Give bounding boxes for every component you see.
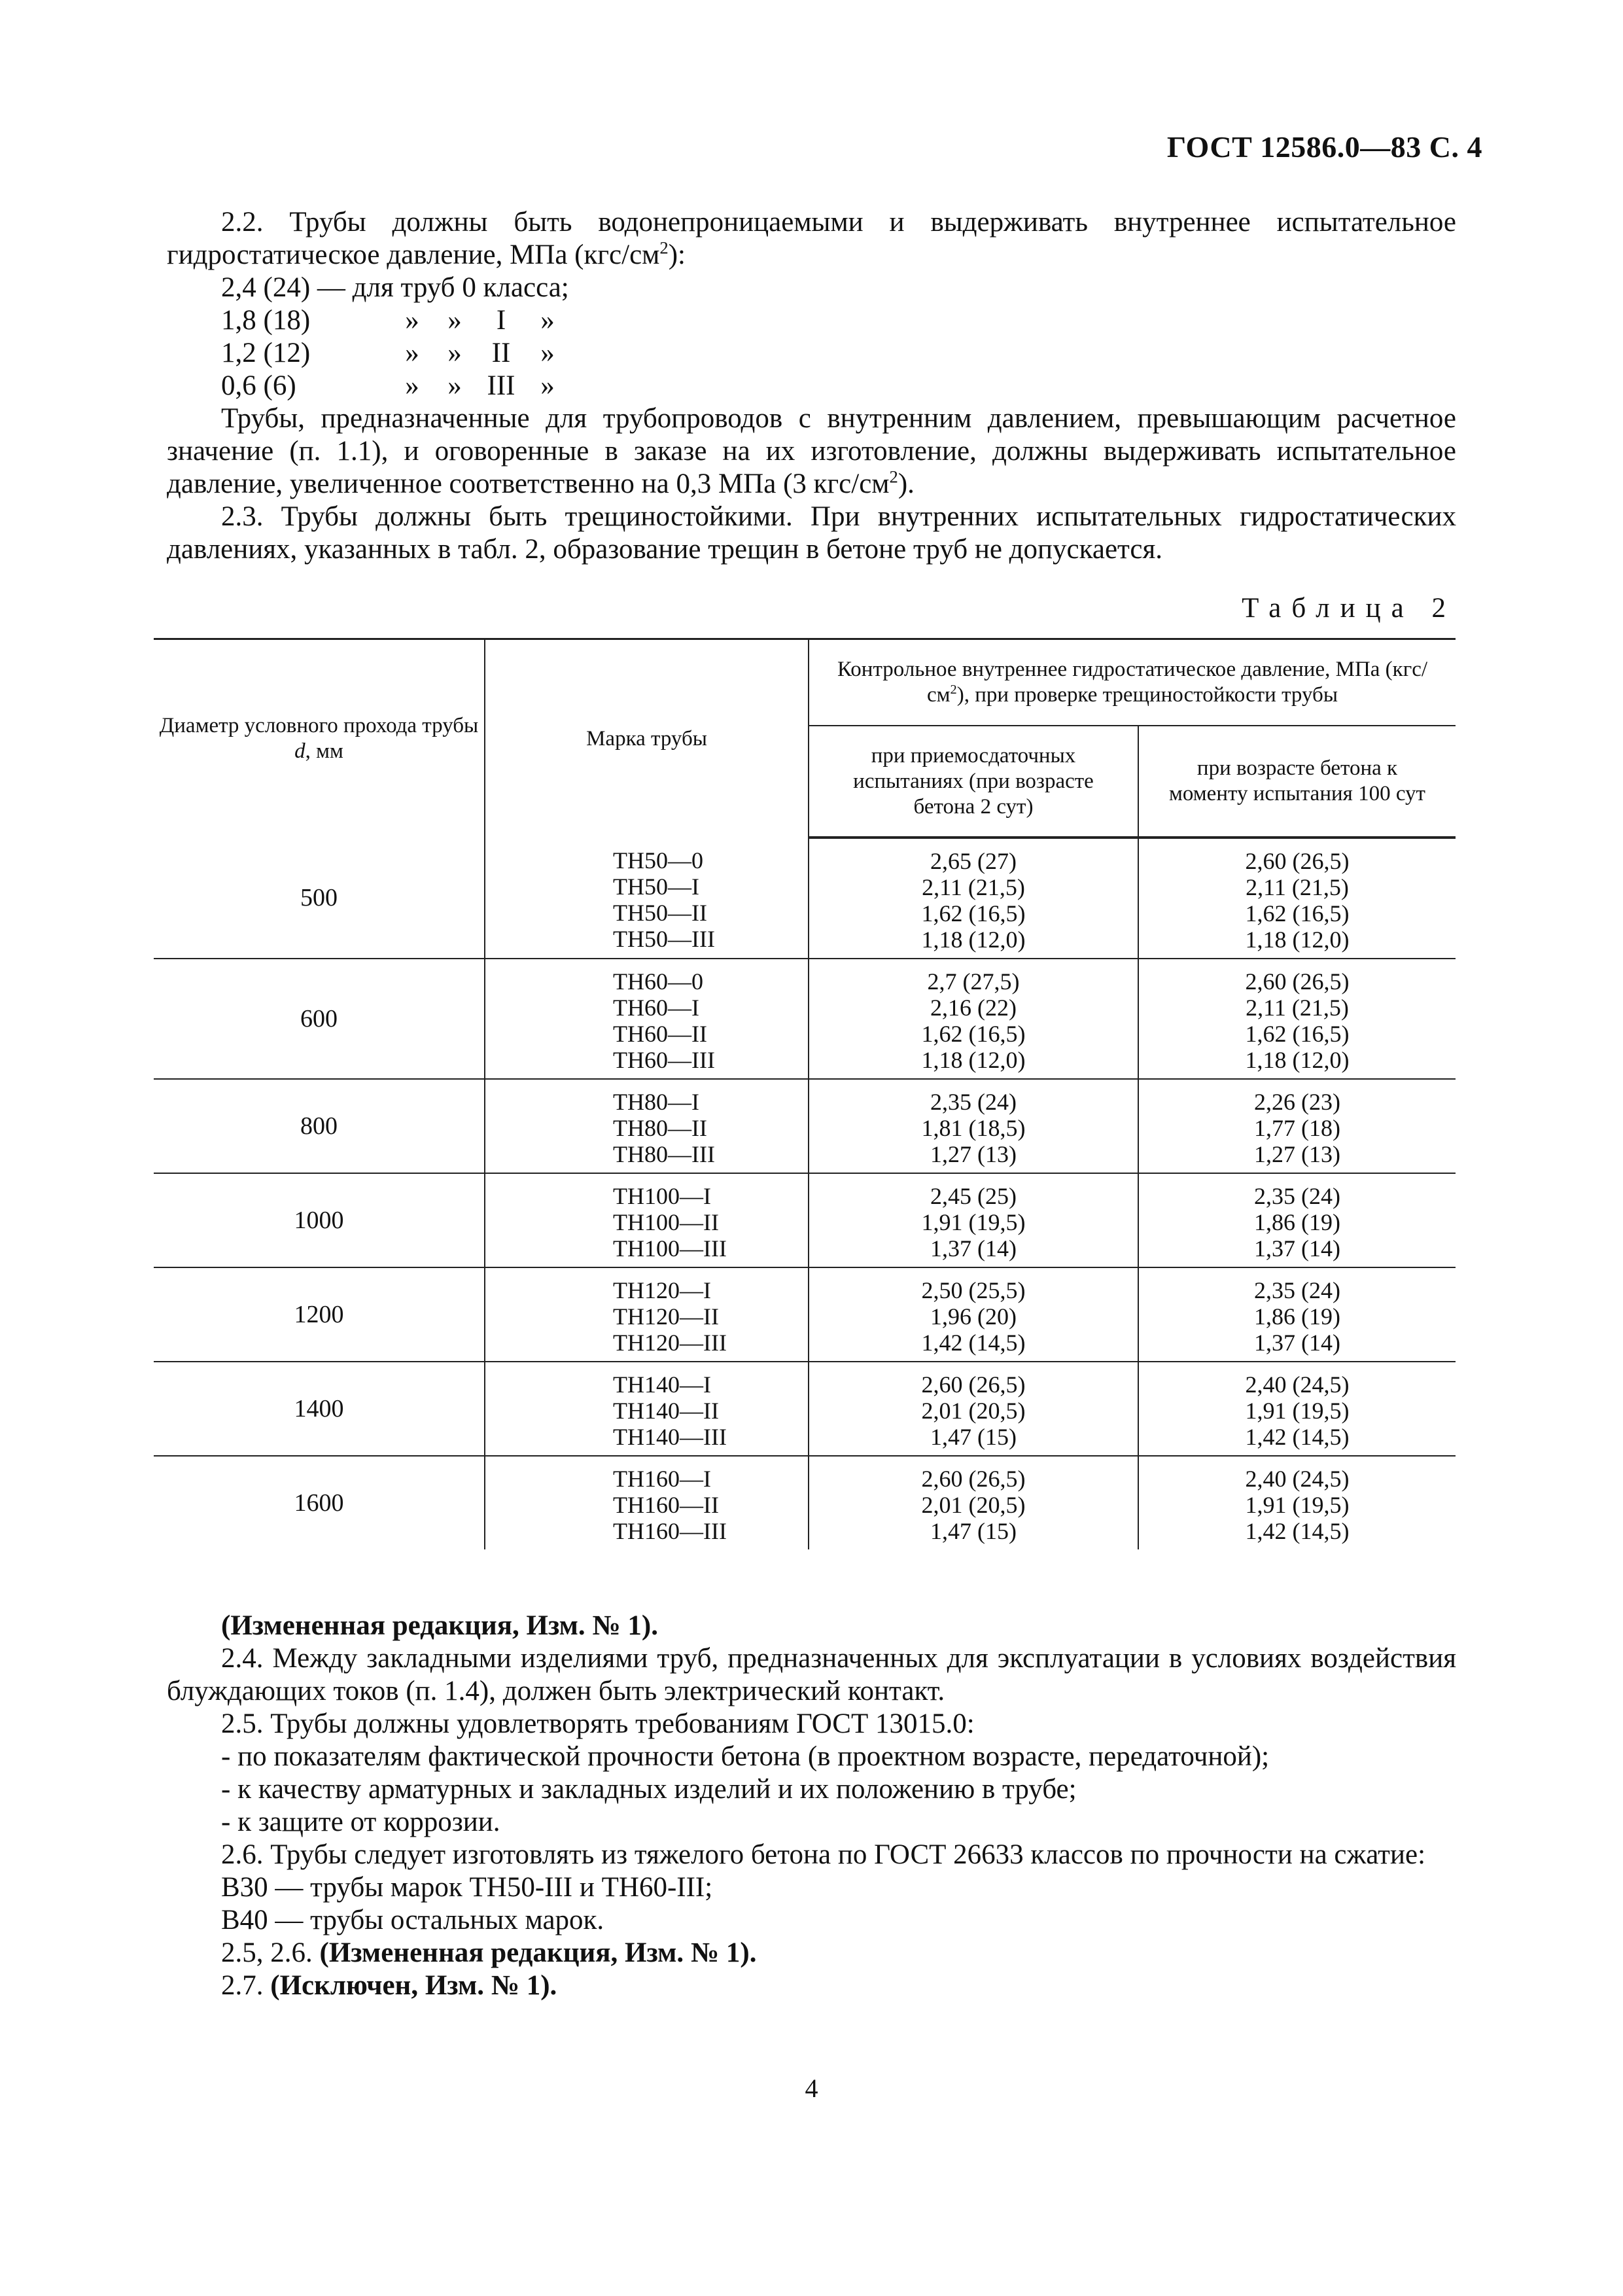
- header-diameter: [154, 639, 485, 838]
- lower-body: [0, 1610, 1623, 2002]
- days100-pressure-cell-line: 1,42 (14,5): [1245, 1518, 1350, 1544]
- list-item: - к качеству арматурных и закладных изделий и их положению в трубе;: [221, 1774, 1077, 1805]
- upper-body: [0, 206, 1623, 566]
- mark-cell-line: ТН160—II: [613, 1492, 719, 1518]
- mark-cell-line: ТН50—0: [613, 847, 703, 874]
- diameter-cell: 1200: [154, 1267, 485, 1362]
- header-pressure-group: [809, 639, 1456, 726]
- note-2-5-2-6-text: (Измененная редакция, Изм. № 1).: [319, 1937, 757, 1968]
- mark-cell-line: ТН50—II: [613, 900, 707, 926]
- acceptance-pressure-cell-line: 1,18 (12,0): [921, 1047, 1026, 1073]
- list-item: - по показателям фактической прочности бетона (в проектном возрасте, передаточной);: [221, 1741, 1270, 1772]
- mark-cell-line: ТН160—III: [613, 1518, 727, 1544]
- header-diameter-text: Диаметр условного прохода трубы: [159, 714, 479, 737]
- amended-note: [167, 1610, 1456, 1642]
- diameter-cell: 600: [154, 959, 485, 1079]
- acceptance-pressure-cell: [809, 959, 1138, 1079]
- running-title: ГОСТ 12586.0—83 С. 4: [1166, 130, 1482, 164]
- days100-pressure-cell-line: 2,35 (24): [1254, 1183, 1340, 1209]
- mark-cell: [485, 1173, 809, 1267]
- acceptance-pressure-cell-line: 1,91 (19,5): [921, 1209, 1026, 1235]
- table-row: [154, 959, 1456, 1079]
- mark-cell: [485, 838, 809, 959]
- mark-cell: [485, 1362, 809, 1456]
- acceptance-pressure-cell: [809, 1362, 1138, 1456]
- acceptance-pressure-cell-line: 1,42 (14,5): [921, 1330, 1026, 1356]
- paragraph-2-2-suffix: ):: [668, 239, 686, 270]
- table-row: [154, 1173, 1456, 1267]
- table-row: [154, 1267, 1456, 1362]
- ditto-mark: »: [447, 338, 462, 368]
- note-2-7-number: 2.7.: [221, 1970, 264, 2001]
- acceptance-pressure-cell-line: 2,35 (24): [930, 1089, 1017, 1115]
- mark-cell-line: ТН100—III: [613, 1235, 727, 1262]
- days100-pressure-cell-line: 1,37 (14): [1254, 1330, 1340, 1356]
- days100-pressure-cell: [1138, 1456, 1456, 1549]
- pressure-class-0: 2,4 (24) — для труб 0 класса;: [221, 272, 569, 303]
- ditto-mark: »: [405, 305, 419, 336]
- header-mark: Марка трубы: [485, 639, 809, 838]
- mark-cell-line: ТН60—I: [613, 995, 699, 1021]
- paragraph-2-6: 2.6. Трубы следует изготовлять из тяжелого бетона по ГОСТ 26633 классов по прочности на сжатие:: [221, 1839, 1426, 1870]
- mark-cell: [485, 1079, 809, 1173]
- mark-cell-line: ТН80—II: [613, 1115, 707, 1141]
- acceptance-pressure-cell-line: 1,62 (16,5): [921, 900, 1026, 927]
- days100-pressure-cell-line: 1,77 (18): [1254, 1115, 1340, 1141]
- acceptance-pressure-cell: [809, 838, 1138, 959]
- note-2-5-2-6-number: 2.5, 2.6.: [221, 1937, 313, 1968]
- header-pressure-text: Контрольное внутреннее гидростатическое давление, МПа (кгс/см: [837, 658, 1428, 707]
- acceptance-pressure-cell-line: 2,01 (20,5): [921, 1398, 1026, 1424]
- mark-cell-line: ТН140—III: [613, 1424, 727, 1450]
- days100-pressure-cell-line: 2,26 (23): [1254, 1089, 1340, 1115]
- diameter-cell: 1400: [154, 1362, 485, 1456]
- acceptance-pressure-cell-line: 2,50 (25,5): [921, 1277, 1026, 1303]
- days100-pressure-cell-line: 1,62 (16,5): [1245, 1021, 1350, 1047]
- days100-pressure-cell-line: 2,40 (24,5): [1245, 1371, 1350, 1398]
- mark-cell-line: ТН120—III: [613, 1330, 727, 1356]
- mark-cell-line: ТН50—III: [613, 926, 715, 952]
- acceptance-pressure-cell-line: 1,62 (16,5): [921, 1021, 1026, 1047]
- pressure-class-row: [221, 304, 1623, 337]
- ditto-mark: »: [540, 305, 555, 336]
- mark-cell-line: ТН60—II: [613, 1021, 707, 1047]
- acceptance-pressure-cell-line: 1,37 (14): [930, 1235, 1017, 1262]
- note-2-5-2-6: [221, 1937, 1623, 1969]
- ditto-mark: »: [540, 370, 555, 401]
- mark-cell-line: ТН80—I: [613, 1089, 699, 1115]
- paragraph-2-3: 2.3. Трубы должны быть трещиностойкими. При внутренних испытательных гидростатических давлениях, указанных в табл. 2, образование трещин в бетоне труб не допускается.: [167, 501, 1456, 565]
- days100-pressure-cell-line: 1,18 (12,0): [1245, 927, 1350, 953]
- days100-pressure-cell-line: 1,91 (19,5): [1245, 1492, 1350, 1518]
- diameter-cell: 1600: [294, 1489, 344, 1517]
- days100-pressure-cell-line: 1,18 (12,0): [1245, 1047, 1350, 1073]
- header-diameter-unit: , мм: [305, 739, 343, 763]
- header-pressure-suffix: ), при проверке трещиностойкости трубы: [956, 683, 1338, 707]
- class-label: I: [496, 305, 506, 336]
- pressure-value: 1,8 (18): [221, 305, 311, 336]
- class-b40: В40 — трубы остальных марок.: [221, 1905, 604, 1935]
- days100-pressure-cell: [1138, 1362, 1456, 1456]
- days100-pressure-cell: [1138, 1079, 1456, 1173]
- page-number: 4: [805, 2074, 818, 2103]
- paragraph-2-2-text: 2.2. Трубы должны быть водонепроницаемыми и выдерживать внутреннее испытательное гидростатическое давление, МПа (кгс/см: [167, 207, 1456, 270]
- pressure-value: 0,6 (6): [221, 370, 296, 401]
- acceptance-pressure-cell-line: 1,27 (13): [930, 1141, 1017, 1167]
- acceptance-pressure-cell-line: 1,18 (12,0): [921, 927, 1026, 953]
- table-row: [154, 1362, 1456, 1456]
- paragraph-increased-pressure-text: Трубы, предназначенные для трубопроводов с внутренним давлением, превышающим расчетное значение (п. 1.1), и оговоренные в заказе на их изготовление, должны выдерживать испытательное давление, увеличенное соответственно на 0,3 МПа (3 кгс/см: [167, 403, 1456, 499]
- pressure-class-row: [221, 370, 1623, 402]
- pressure-value: 1,2 (12): [221, 338, 311, 368]
- acceptance-pressure-cell-line: 2,60 (26,5): [921, 1466, 1026, 1492]
- mark-cell: [485, 1456, 809, 1549]
- ditto-mark: »: [405, 338, 419, 368]
- ditto-mark: »: [405, 370, 419, 401]
- days100-pressure-cell-line: 1,91 (19,5): [1245, 1398, 1350, 1424]
- acceptance-pressure-cell-line: 1,81 (18,5): [921, 1115, 1026, 1141]
- acceptance-pressure-cell: [809, 1267, 1138, 1362]
- class-label: III: [487, 370, 515, 401]
- acceptance-pressure-cell-line: 1,47 (15): [930, 1424, 1017, 1450]
- pressure-table: [154, 638, 1456, 1549]
- diameter-cell: 1000: [154, 1173, 485, 1267]
- class-b30: В30 — трубы марок ТН50-III и ТН60-III;: [221, 1872, 713, 1903]
- acceptance-pressure-cell-line: 1,96 (20): [930, 1303, 1017, 1330]
- mark-cell-line: ТН100—II: [613, 1209, 719, 1235]
- mark-cell-line: ТН80—III: [613, 1141, 715, 1167]
- acceptance-pressure-cell-line: 2,01 (20,5): [921, 1492, 1026, 1518]
- mark-cell-line: ТН120—II: [613, 1303, 719, 1330]
- mark-cell-line: ТН60—III: [613, 1047, 715, 1073]
- acceptance-pressure-cell: [809, 1079, 1138, 1173]
- acceptance-pressure-cell-line: 2,60 (26,5): [921, 1371, 1026, 1398]
- note-2-7: [221, 1969, 1623, 2002]
- mark-cell-line: ТН160—I: [613, 1466, 711, 1492]
- mark-cell-line: ТН140—II: [613, 1398, 719, 1424]
- days100-pressure-cell-line: 1,42 (14,5): [1245, 1424, 1350, 1450]
- superscript: 2: [659, 238, 669, 258]
- days100-pressure-cell: [1138, 959, 1456, 1079]
- days100-pressure-cell-line: 1,27 (13): [1254, 1141, 1340, 1167]
- mark-cell-line: ТН60—0: [613, 968, 703, 995]
- mark-cell: [485, 1267, 809, 1362]
- class-label: II: [491, 338, 511, 368]
- days100-pressure-cell-line: 2,11 (21,5): [1246, 874, 1349, 900]
- days100-pressure-cell-line: 1,86 (19): [1254, 1303, 1340, 1330]
- paragraph-increased-pressure: [167, 402, 1456, 501]
- acceptance-pressure-cell-line: 2,16 (22): [930, 995, 1017, 1021]
- acceptance-pressure-cell: [809, 1456, 1138, 1549]
- days100-pressure-cell-line: 2,60 (26,5): [1245, 968, 1350, 995]
- ditto-mark: »: [447, 305, 462, 336]
- header-diameter-variable: d: [294, 739, 305, 763]
- mark-cell-line: ТН50—I: [613, 874, 699, 900]
- days100-pressure-cell-line: 2,60 (26,5): [1245, 848, 1350, 874]
- amended-note-text: (Измененная редакция, Изм. № 1).: [221, 1610, 658, 1641]
- acceptance-pressure-cell-line: 2,7 (27,5): [927, 968, 1020, 995]
- days100-pressure-cell-line: 1,86 (19): [1254, 1209, 1340, 1235]
- acceptance-pressure-cell-line: 2,45 (25): [930, 1183, 1017, 1209]
- table-row: [154, 838, 1456, 959]
- table-row: [154, 1079, 1456, 1173]
- days100-pressure-cell-line: 1,37 (14): [1254, 1235, 1340, 1262]
- header-acceptance: при приемосдаточных испытаниях (при возрасте бетона 2 сут): [809, 726, 1138, 838]
- acceptance-pressure-cell-line: 1,47 (15): [930, 1518, 1017, 1544]
- ditto-mark: »: [540, 338, 555, 368]
- days100-pressure-cell-line: 1,62 (16,5): [1245, 900, 1350, 927]
- acceptance-pressure-cell: [809, 1173, 1138, 1267]
- days100-pressure-cell-line: 2,11 (21,5): [1246, 995, 1349, 1021]
- paragraph-2-5: 2.5. Трубы должны удовлетворять требованиям ГОСТ 13015.0:: [221, 1708, 975, 1739]
- mark-cell-line: ТН100—I: [613, 1183, 711, 1209]
- paragraph-increased-pressure-suffix: ).: [898, 468, 915, 499]
- superscript: 2: [950, 682, 957, 697]
- acceptance-pressure-cell-line: 2,11 (21,5): [922, 874, 1025, 900]
- table-row: [154, 1456, 1456, 1549]
- acceptance-pressure-cell-line: 2,65 (27): [930, 848, 1017, 874]
- mark-cell-line: ТН140—I: [613, 1371, 711, 1398]
- paragraph-2-4: 2.4. Между закладными изделиями труб, предназначенных для эксплуатации в условиях воздействия блуждающих токов (п. 1.4), должен быть электрический контакт.: [167, 1643, 1456, 1706]
- list-item: - к защите от коррозии.: [221, 1807, 500, 1837]
- diameter-cell: 500: [154, 838, 485, 959]
- days100-pressure-cell: [1138, 1267, 1456, 1362]
- header-100-days: при возрасте бетона к моменту испытания 100 сут: [1138, 726, 1456, 838]
- ditto-mark: »: [447, 370, 462, 401]
- days100-pressure-cell: [1138, 838, 1456, 959]
- table-caption: Таблица 2: [1242, 593, 1456, 624]
- superscript: 2: [889, 467, 898, 487]
- paragraph-2-2: [167, 206, 1456, 272]
- mark-cell: [485, 959, 809, 1079]
- mark-cell-line: ТН120—I: [613, 1277, 711, 1303]
- pressure-class-row: [221, 337, 1623, 370]
- diameter-cell: 800: [154, 1079, 485, 1173]
- days100-pressure-cell-line: 2,35 (24): [1254, 1277, 1340, 1303]
- days100-pressure-cell-line: 2,40 (24,5): [1245, 1466, 1350, 1492]
- days100-pressure-cell: [1138, 1173, 1456, 1267]
- note-2-7-text: (Исключен, Изм. № 1).: [270, 1970, 557, 2001]
